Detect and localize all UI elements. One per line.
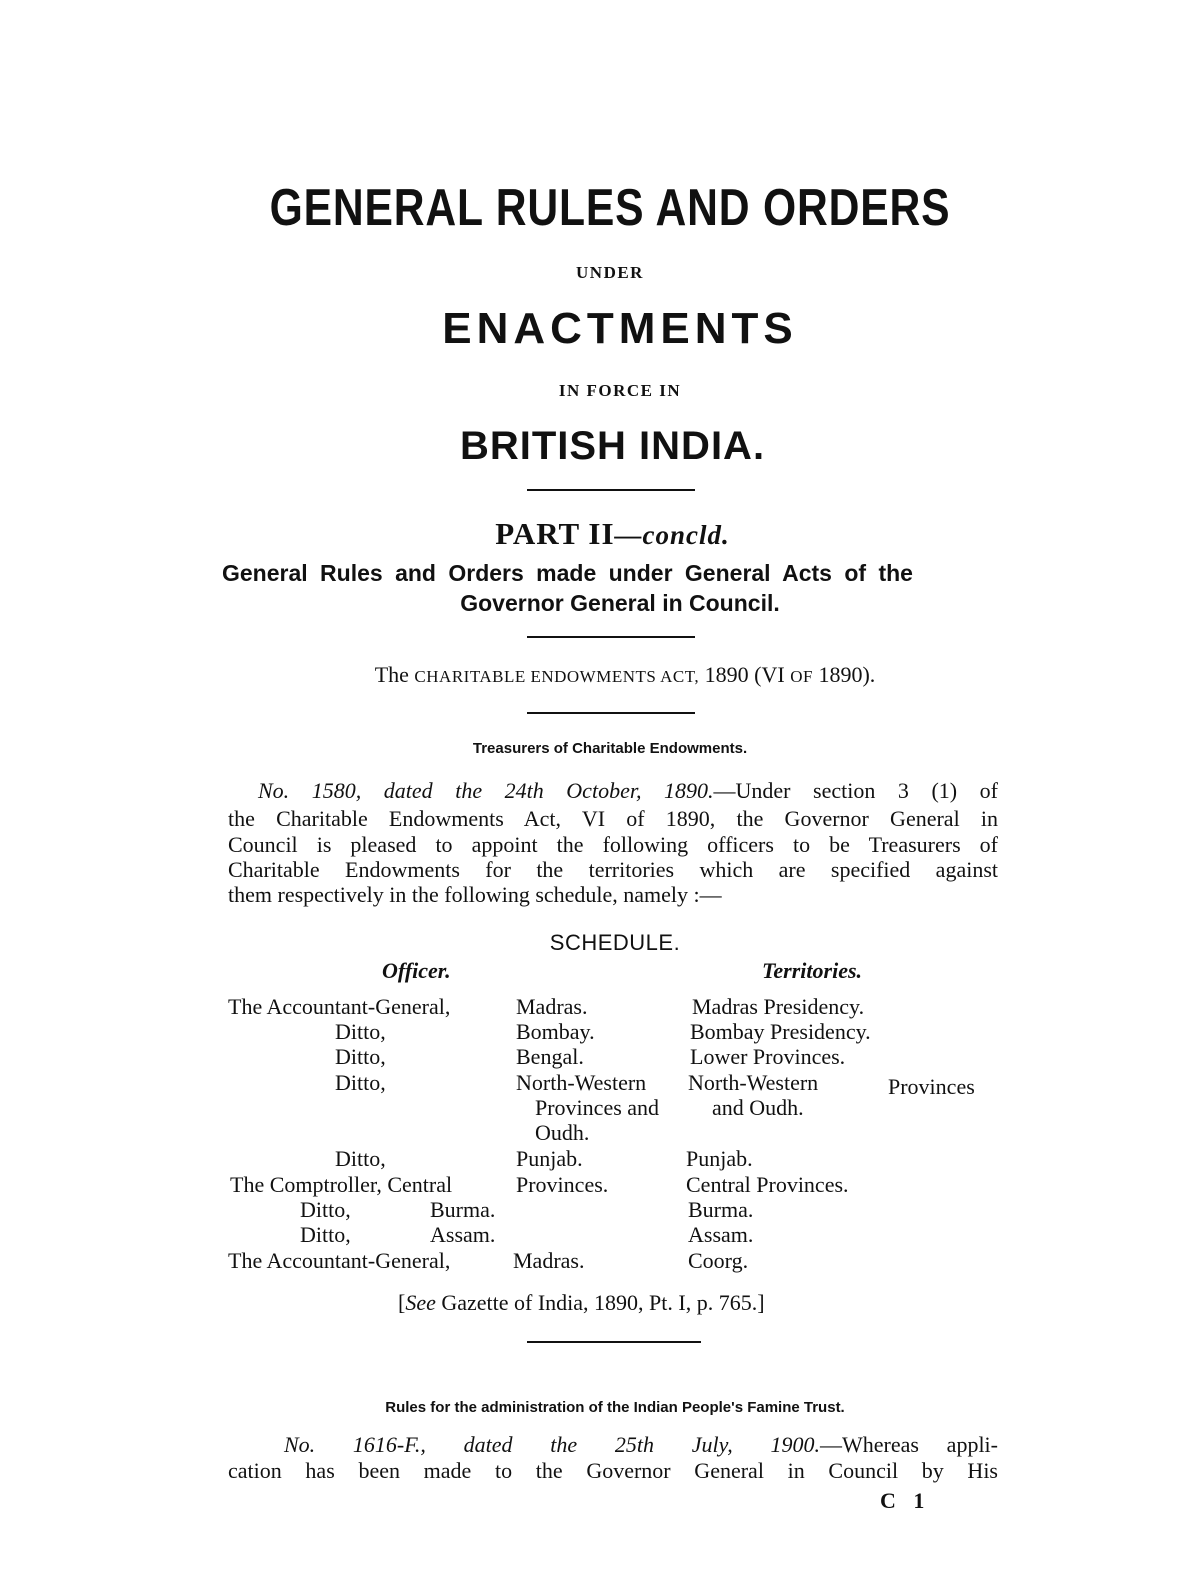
divider — [527, 1341, 701, 1343]
in-force-label: IN FORCE IN — [558, 381, 682, 400]
officer-cell: Ditto, — [335, 1019, 386, 1044]
territory-cell: Lower Provinces. — [690, 1044, 846, 1069]
subtitle-line-1: General Rules and Orders made under General Acts of the — [222, 560, 913, 586]
paragraph-line: Council is pleased to appoint the following officers to be Treasurers of — [228, 832, 998, 857]
part-label: PART II — [495, 516, 615, 551]
officer-cell: Ditto, — [335, 1044, 386, 1069]
officer-cell: The Comptroller, Central — [230, 1172, 453, 1197]
office-cell: Provinces and — [535, 1095, 660, 1120]
territory-cell: North-Western — [688, 1070, 819, 1095]
territory-cell: Assam. — [688, 1222, 754, 1247]
enactments-heading: ENACTMENTS — [442, 304, 798, 353]
act-suffix: 1890 (VI — [704, 662, 785, 687]
office-cell: Punjab. — [516, 1146, 583, 1171]
office-cell: North-Western — [516, 1070, 647, 1095]
territory-cell: Punjab. — [686, 1146, 753, 1171]
officer-cell: Ditto, — [300, 1222, 351, 1247]
act-of: OF — [790, 667, 813, 686]
officer-cell: Ditto, — [335, 1070, 386, 1095]
part-suffix: —concld. — [614, 520, 730, 550]
notification-ref: No. 1580, dated the 24th October, 1890. — [258, 778, 714, 803]
officer-cell: Ditto, — [300, 1197, 351, 1222]
paragraph-text: —Under section 3 (1) of — [713, 778, 998, 803]
schedule-title: SCHEDULE. — [549, 930, 681, 955]
under-label: UNDER — [576, 263, 644, 282]
gazette-text: Gazette of India, 1890, Pt. I, p. 765. — [441, 1290, 758, 1315]
paragraph-line: the Charitable Endowments Act, VI of 1890, the Governor General in — [228, 806, 998, 831]
office-cell: Bombay. — [516, 1019, 595, 1044]
famine-ref: No. 1616-F., dated the 25th July, 1900. — [284, 1432, 820, 1457]
territory-cell-extra: Provinces — [888, 1074, 975, 1099]
officer-cell: Ditto, — [335, 1146, 386, 1171]
office-cell: Assam. — [430, 1222, 496, 1247]
officer-cell: The Accountant-General, — [228, 994, 451, 1019]
office-cell: Oudh. — [535, 1120, 590, 1145]
territory-cell: and Oudh. — [712, 1095, 804, 1120]
divider — [527, 712, 695, 714]
column-header-territories: Territories. — [762, 958, 863, 983]
act-prefix: The — [374, 662, 409, 687]
divider — [527, 636, 695, 638]
paragraph-line: them respectively in the following schedule, namely :— — [228, 882, 722, 907]
paragraph-line — [228, 778, 998, 804]
paragraph-line: Charitable Endowments for the territories which are specified against — [228, 857, 998, 882]
gazette-reference: [See Gazette of India, 1890, Pt. I, p. 765.] — [398, 1290, 765, 1315]
british-india-heading: BRITISH INDIA. — [459, 424, 766, 468]
act-name: CHARITABLE ENDOWMENTS ACT, — [414, 667, 700, 686]
territory-cell: Bombay Presidency. — [690, 1019, 871, 1044]
office-cell: Madras. — [516, 994, 588, 1019]
divider — [527, 489, 695, 491]
act-year: 1890). — [818, 662, 876, 687]
territory-cell: Burma. — [688, 1197, 754, 1222]
part-heading — [0, 516, 1191, 552]
act-title — [0, 662, 1191, 688]
column-header-officer: Officer. — [382, 958, 451, 983]
territory-cell: Coorg. — [688, 1248, 749, 1273]
office-cell: Burma. — [430, 1197, 496, 1222]
page-title: GENERAL RULES AND ORDERS — [269, 179, 951, 237]
paragraph-line — [228, 1432, 998, 1458]
office-cell: Provinces. — [516, 1172, 609, 1197]
famine-trust-heading: Rules for the administration of the Indian People's Famine Trust. — [385, 1399, 845, 1416]
page-number: C 1 — [880, 1488, 931, 1513]
office-cell: Madras. — [513, 1248, 585, 1273]
subtitle-line-2: Governor General in Council. — [460, 590, 780, 616]
treasurers-heading: Treasurers of Charitable Endowments. — [472, 740, 748, 757]
territory-cell: Madras Presidency. — [692, 994, 865, 1019]
office-cell: Bengal. — [516, 1044, 584, 1069]
territory-cell: Central Provinces. — [686, 1172, 849, 1197]
officer-cell: The Accountant-General, — [228, 1248, 451, 1273]
paragraph-text: —Whereas appli- — [819, 1432, 998, 1457]
gazette-see: See — [405, 1290, 436, 1315]
paragraph-line: cation has been made to the Governor General in Council by His — [228, 1458, 998, 1483]
